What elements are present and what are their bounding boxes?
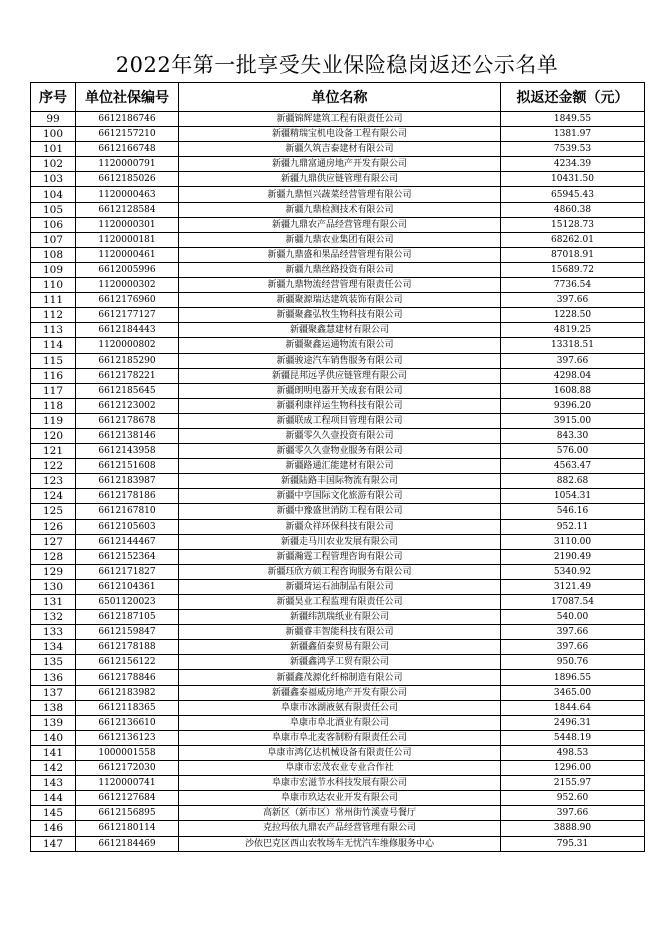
cell-code: 6612157210 bbox=[76, 127, 179, 142]
cell-name: 克拉玛依九鼎农产品经营管理有限公司 bbox=[179, 821, 501, 836]
table-row bbox=[31, 232, 645, 247]
table-row bbox=[31, 549, 645, 564]
cell-seq: 102 bbox=[31, 157, 76, 172]
cell-seq: 119 bbox=[31, 413, 76, 428]
cell-name: 新疆陆路丰国际物流有限公司 bbox=[179, 474, 501, 489]
table-row bbox=[31, 640, 645, 655]
cell-code: 1000001558 bbox=[76, 745, 179, 760]
cell-seq: 126 bbox=[31, 519, 76, 534]
cell-amount: 4819.25 bbox=[501, 323, 645, 338]
cell-name: 新疆骏途汽车销售服务有限公司 bbox=[179, 353, 501, 368]
cell-name: 新疆聚鑫慧建材有限公司 bbox=[179, 323, 501, 338]
cell-name: 新疆零久久壹投资有限公司 bbox=[179, 428, 501, 443]
cell-code: 6612143958 bbox=[76, 444, 179, 459]
cell-name: 阜康市阜北酒业有限公司 bbox=[179, 715, 501, 730]
table-header-row bbox=[31, 83, 645, 112]
table-row bbox=[31, 625, 645, 640]
cell-amount: 576.00 bbox=[501, 444, 645, 459]
table-row bbox=[31, 262, 645, 277]
cell-amount: 2155.97 bbox=[501, 776, 645, 791]
cell-amount: 17087.54 bbox=[501, 595, 645, 610]
cell-name: 新疆纬凯瑞纸业有限公司 bbox=[179, 610, 501, 625]
cell-name: 新疆琦运石油制品有限公司 bbox=[179, 579, 501, 594]
cell-amount: 3915.00 bbox=[501, 413, 645, 428]
cell-amount: 5448.19 bbox=[501, 730, 645, 745]
cell-seq: 110 bbox=[31, 278, 76, 293]
table-row bbox=[31, 323, 645, 338]
cell-name: 新疆中亨国际文化旅游有限公司 bbox=[179, 489, 501, 504]
cell-seq: 107 bbox=[31, 232, 76, 247]
cell-code: 6612152364 bbox=[76, 549, 179, 564]
table-row bbox=[31, 715, 645, 730]
cell-code: 6612005996 bbox=[76, 262, 179, 277]
cell-name: 新疆九鼎丝路投资有限公司 bbox=[179, 262, 501, 277]
cell-amount: 397.66 bbox=[501, 625, 645, 640]
cell-name: 新疆九鼎盛和果品经营管理有限公司 bbox=[179, 247, 501, 262]
cell-amount: 7736.54 bbox=[501, 278, 645, 293]
cell-amount: 952.60 bbox=[501, 791, 645, 806]
cell-seq: 127 bbox=[31, 534, 76, 549]
cell-name: 沙依巴克区西山农牧场车无忧汽车维修服务中心 bbox=[179, 836, 501, 851]
table-row bbox=[31, 474, 645, 489]
table-row bbox=[31, 821, 645, 836]
cell-name: 新疆九鼎恒兴蔬菜经营管理有限公司 bbox=[179, 187, 501, 202]
cell-seq: 131 bbox=[31, 595, 76, 610]
cell-amount: 7539.53 bbox=[501, 142, 645, 157]
cell-name: 新疆九鼎检测技术有限公司 bbox=[179, 202, 501, 217]
cell-code: 6612144467 bbox=[76, 534, 179, 549]
cell-name: 新疆九鼎农产品经营管理有限公司 bbox=[179, 217, 501, 232]
cell-amount: 9396.20 bbox=[501, 398, 645, 413]
cell-amount: 3110.00 bbox=[501, 534, 645, 549]
cell-code: 6612166748 bbox=[76, 142, 179, 157]
cell-name: 新疆九鼎富通房地产开发有限公司 bbox=[179, 157, 501, 172]
cell-seq: 136 bbox=[31, 670, 76, 685]
cell-seq: 128 bbox=[31, 549, 76, 564]
table-row bbox=[31, 338, 645, 353]
cell-name: 新疆久筑吉泰建材有限公司 bbox=[179, 142, 501, 157]
header-code: 单位社保编号 bbox=[76, 83, 179, 112]
cell-seq: 125 bbox=[31, 504, 76, 519]
cell-amount: 68262.01 bbox=[501, 232, 645, 247]
table-row bbox=[31, 564, 645, 579]
page-title: 2022年第一批享受失业保险稳岗返还公示名单 bbox=[115, 53, 559, 77]
table-row bbox=[31, 293, 645, 308]
cell-amount: 1844.64 bbox=[501, 700, 645, 715]
cell-code: 1120000802 bbox=[76, 338, 179, 353]
cell-name: 新疆九鼎物流经营管理有限责任公司 bbox=[179, 278, 501, 293]
table-row bbox=[31, 579, 645, 594]
table-row bbox=[31, 730, 645, 745]
header-amount: 拟返还金额（元） bbox=[501, 83, 645, 112]
cell-name: 新疆走马川农业发展有限公司 bbox=[179, 534, 501, 549]
cell-seq: 106 bbox=[31, 217, 76, 232]
cell-code: 6612172030 bbox=[76, 761, 179, 776]
cell-amount: 10431.50 bbox=[501, 172, 645, 187]
cell-code: 6612151608 bbox=[76, 459, 179, 474]
cell-seq: 100 bbox=[31, 127, 76, 142]
cell-seq: 108 bbox=[31, 247, 76, 262]
cell-seq: 130 bbox=[31, 579, 76, 594]
table-row bbox=[31, 112, 645, 127]
cell-code: 6612178221 bbox=[76, 368, 179, 383]
cell-code: 6612128584 bbox=[76, 202, 179, 217]
cell-name: 新疆聚鑫弘牧生物科技有限公司 bbox=[179, 308, 501, 323]
table-row bbox=[31, 217, 645, 232]
cell-seq: 138 bbox=[31, 700, 76, 715]
cell-amount: 540.00 bbox=[501, 610, 645, 625]
cell-name: 阜康市宏茂农业专业合作社 bbox=[179, 761, 501, 776]
table-row bbox=[31, 353, 645, 368]
cell-code: 6612127684 bbox=[76, 791, 179, 806]
cell-amount: 1849.55 bbox=[501, 112, 645, 127]
cell-name: 新疆众祥环保科技有限公司 bbox=[179, 519, 501, 534]
cell-seq: 115 bbox=[31, 353, 76, 368]
cell-code: 6612178186 bbox=[76, 489, 179, 504]
cell-seq: 123 bbox=[31, 474, 76, 489]
table-row bbox=[31, 489, 645, 504]
table-row bbox=[31, 745, 645, 760]
cell-code: 6612156895 bbox=[76, 806, 179, 821]
cell-code: 6612167810 bbox=[76, 504, 179, 519]
cell-name: 新疆珏欣方硕工程咨询服务有限公司 bbox=[179, 564, 501, 579]
cell-amount: 1381.97 bbox=[501, 127, 645, 142]
cell-seq: 113 bbox=[31, 323, 76, 338]
cell-seq: 145 bbox=[31, 806, 76, 821]
cell-name: 阜康市阜北麦客制粉有限责任公司 bbox=[179, 730, 501, 745]
table-row bbox=[31, 791, 645, 806]
cell-seq: 142 bbox=[31, 761, 76, 776]
table-row bbox=[31, 776, 645, 791]
cell-code: 6612159847 bbox=[76, 625, 179, 640]
cell-name: 阜康市冰湖液氨有限责任公司 bbox=[179, 700, 501, 715]
cell-code: 6612123002 bbox=[76, 398, 179, 413]
cell-name: 新疆睿丰智能科技有限公司 bbox=[179, 625, 501, 640]
cell-seq: 118 bbox=[31, 398, 76, 413]
cell-name: 新疆九鼎供应链管理有限公司 bbox=[179, 172, 501, 187]
cell-seq: 104 bbox=[31, 187, 76, 202]
cell-seq: 122 bbox=[31, 459, 76, 474]
header-name: 单位名称 bbox=[179, 83, 501, 112]
header-seq: 序号 bbox=[31, 83, 76, 112]
cell-seq: 143 bbox=[31, 776, 76, 791]
cell-code: 6612136610 bbox=[76, 715, 179, 730]
cell-name: 阜康市宏滋节水科技发展有限公司 bbox=[179, 776, 501, 791]
cell-code: 1120000791 bbox=[76, 157, 179, 172]
cell-seq: 132 bbox=[31, 610, 76, 625]
cell-amount: 1054.31 bbox=[501, 489, 645, 504]
cell-amount: 3465.00 bbox=[501, 685, 645, 700]
cell-seq: 103 bbox=[31, 172, 76, 187]
cell-code: 6501120023 bbox=[76, 595, 179, 610]
cell-seq: 109 bbox=[31, 262, 76, 277]
cell-code: 6612183987 bbox=[76, 474, 179, 489]
cell-name: 阜康市玖达农业开发有限公司 bbox=[179, 791, 501, 806]
cell-name: 新疆瀚霆工程管理咨询有限公司 bbox=[179, 549, 501, 564]
cell-code: 1120000181 bbox=[76, 232, 179, 247]
cell-amount: 13318.51 bbox=[501, 338, 645, 353]
table-row bbox=[31, 534, 645, 549]
table-row bbox=[31, 157, 645, 172]
cell-name: 新疆利康祥运生物科技有限公司 bbox=[179, 398, 501, 413]
cell-seq: 117 bbox=[31, 383, 76, 398]
cell-seq: 133 bbox=[31, 625, 76, 640]
cell-code: 6612186746 bbox=[76, 112, 179, 127]
cell-amount: 498.53 bbox=[501, 745, 645, 760]
cell-amount: 4298.04 bbox=[501, 368, 645, 383]
table-row bbox=[31, 670, 645, 685]
cell-amount: 15689.72 bbox=[501, 262, 645, 277]
table-row bbox=[31, 685, 645, 700]
cell-amount: 1608.88 bbox=[501, 383, 645, 398]
cell-amount: 950.76 bbox=[501, 655, 645, 670]
table-row bbox=[31, 700, 645, 715]
cell-seq: 101 bbox=[31, 142, 76, 157]
cell-code: 6612178846 bbox=[76, 670, 179, 685]
table-row bbox=[31, 459, 645, 474]
cell-code: 6612105603 bbox=[76, 519, 179, 534]
cell-name: 新疆鑫泰福威房地产开发有限公司 bbox=[179, 685, 501, 700]
cell-code: 1120000461 bbox=[76, 247, 179, 262]
cell-seq: 137 bbox=[31, 685, 76, 700]
table-row bbox=[31, 202, 645, 217]
cell-name: 新疆路通汇能建材有限公司 bbox=[179, 459, 501, 474]
subsidy-table bbox=[30, 82, 645, 852]
cell-code: 1120000741 bbox=[76, 776, 179, 791]
cell-amount: 5340.92 bbox=[501, 564, 645, 579]
cell-name: 阜康市鸿亿达机械设备有限责任公司 bbox=[179, 745, 501, 760]
cell-name: 新疆精瑞宝机电设备工程有限公司 bbox=[179, 127, 501, 142]
cell-code: 6612185290 bbox=[76, 353, 179, 368]
cell-code: 6612187105 bbox=[76, 610, 179, 625]
cell-name: 新疆中豫盛世消防工程有限公司 bbox=[179, 504, 501, 519]
cell-seq: 99 bbox=[31, 112, 76, 127]
table-body bbox=[31, 112, 645, 852]
cell-code: 6612176960 bbox=[76, 293, 179, 308]
cell-amount: 4860.38 bbox=[501, 202, 645, 217]
cell-name: 新疆零久久壹物业服务有限公司 bbox=[179, 444, 501, 459]
table-row bbox=[31, 308, 645, 323]
cell-code: 6612184469 bbox=[76, 836, 179, 851]
cell-seq: 139 bbox=[31, 715, 76, 730]
cell-amount: 397.66 bbox=[501, 353, 645, 368]
table-row bbox=[31, 172, 645, 187]
cell-name: 新疆鑫佰泰贸易有限公司 bbox=[179, 640, 501, 655]
cell-amount: 15128.73 bbox=[501, 217, 645, 232]
cell-code: 1120000301 bbox=[76, 217, 179, 232]
table-row bbox=[31, 247, 645, 262]
table-row bbox=[31, 836, 645, 851]
cell-amount: 546.16 bbox=[501, 504, 645, 519]
cell-seq: 112 bbox=[31, 308, 76, 323]
cell-seq: 134 bbox=[31, 640, 76, 655]
table-row bbox=[31, 610, 645, 625]
table-row bbox=[31, 383, 645, 398]
cell-amount: 843.30 bbox=[501, 428, 645, 443]
cell-code: 6612177127 bbox=[76, 308, 179, 323]
table-row bbox=[31, 127, 645, 142]
cell-name: 新疆聚源瑞达建筑装饰有限公司 bbox=[179, 293, 501, 308]
table-row bbox=[31, 761, 645, 776]
cell-amount: 4234.39 bbox=[501, 157, 645, 172]
table-row bbox=[31, 595, 645, 610]
cell-amount: 1296.00 bbox=[501, 761, 645, 776]
cell-amount: 4563.47 bbox=[501, 459, 645, 474]
table-row bbox=[31, 413, 645, 428]
cell-code: 6612171827 bbox=[76, 564, 179, 579]
cell-seq: 135 bbox=[31, 655, 76, 670]
cell-code: 6612183982 bbox=[76, 685, 179, 700]
cell-name: 新疆昊业工程监理有限责任公司 bbox=[179, 595, 501, 610]
cell-code: 6612178188 bbox=[76, 640, 179, 655]
table-row bbox=[31, 278, 645, 293]
cell-seq: 114 bbox=[31, 338, 76, 353]
cell-amount: 1228.50 bbox=[501, 308, 645, 323]
cell-code: 6612118365 bbox=[76, 700, 179, 715]
table-row bbox=[31, 398, 645, 413]
table-row bbox=[31, 504, 645, 519]
cell-code: 6612104361 bbox=[76, 579, 179, 594]
cell-amount: 397.66 bbox=[501, 806, 645, 821]
cell-code: 6612180114 bbox=[76, 821, 179, 836]
cell-seq: 121 bbox=[31, 444, 76, 459]
cell-seq: 111 bbox=[31, 293, 76, 308]
cell-amount: 397.66 bbox=[501, 293, 645, 308]
cell-amount: 2190.49 bbox=[501, 549, 645, 564]
cell-amount: 2496.31 bbox=[501, 715, 645, 730]
cell-code: 6612185645 bbox=[76, 383, 179, 398]
cell-name: 新疆联成工程项目管理有限公司 bbox=[179, 413, 501, 428]
cell-name: 新疆朗明电器开关成套有限公司 bbox=[179, 383, 501, 398]
table-row bbox=[31, 142, 645, 157]
table-row bbox=[31, 806, 645, 821]
cell-name: 新疆鑫茂源化纤棉制造有限公司 bbox=[179, 670, 501, 685]
cell-amount: 3888.90 bbox=[501, 821, 645, 836]
cell-seq: 147 bbox=[31, 836, 76, 851]
cell-seq: 120 bbox=[31, 428, 76, 443]
cell-seq: 144 bbox=[31, 791, 76, 806]
cell-name: 新疆聚鑫运通物流有限公司 bbox=[179, 338, 501, 353]
cell-seq: 141 bbox=[31, 745, 76, 760]
cell-seq: 140 bbox=[31, 730, 76, 745]
cell-name: 高新区（新市区）常州街竹溪壹号餐厅 bbox=[179, 806, 501, 821]
cell-code: 6612185026 bbox=[76, 172, 179, 187]
table-row bbox=[31, 655, 645, 670]
cell-seq: 129 bbox=[31, 564, 76, 579]
cell-code: 6612156122 bbox=[76, 655, 179, 670]
cell-code: 6612136123 bbox=[76, 730, 179, 745]
cell-code: 1120000463 bbox=[76, 187, 179, 202]
cell-seq: 146 bbox=[31, 821, 76, 836]
cell-seq: 124 bbox=[31, 489, 76, 504]
cell-code: 1120000302 bbox=[76, 278, 179, 293]
cell-code: 6612138146 bbox=[76, 428, 179, 443]
cell-name: 新疆九鼎农业集团有限公司 bbox=[179, 232, 501, 247]
cell-amount: 1896.55 bbox=[501, 670, 645, 685]
table-row bbox=[31, 368, 645, 383]
cell-amount: 3121.49 bbox=[501, 579, 645, 594]
cell-amount: 795.31 bbox=[501, 836, 645, 851]
table-row bbox=[31, 428, 645, 443]
cell-amount: 87018.91 bbox=[501, 247, 645, 262]
cell-code: 6612178678 bbox=[76, 413, 179, 428]
cell-amount: 397.66 bbox=[501, 640, 645, 655]
cell-name: 新疆锦辉建筑工程有限责任公司 bbox=[179, 112, 501, 127]
cell-name: 新疆鑫鸿孚工贸有限公司 bbox=[179, 655, 501, 670]
cell-seq: 116 bbox=[31, 368, 76, 383]
table-row bbox=[31, 187, 645, 202]
table-row bbox=[31, 444, 645, 459]
cell-seq: 105 bbox=[31, 202, 76, 217]
cell-amount: 882.68 bbox=[501, 474, 645, 489]
cell-amount: 65945.43 bbox=[501, 187, 645, 202]
cell-name: 新疆昆邦远孚供应链管理有限公司 bbox=[179, 368, 501, 383]
table-row bbox=[31, 519, 645, 534]
cell-amount: 952.11 bbox=[501, 519, 645, 534]
cell-code: 6612184443 bbox=[76, 323, 179, 338]
